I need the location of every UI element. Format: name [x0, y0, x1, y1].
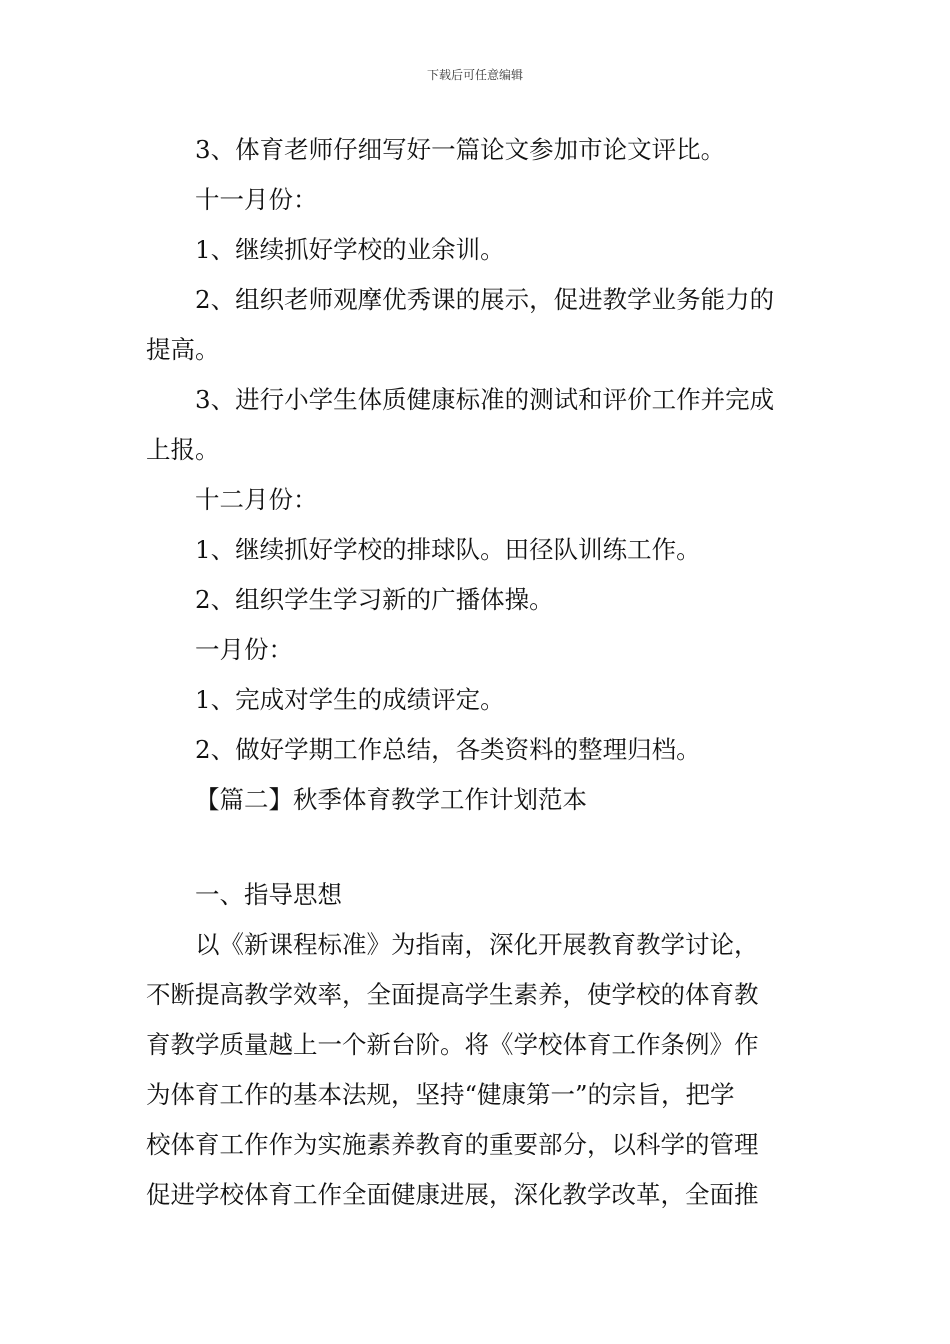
section-heading-december: 十二月份：: [195, 485, 318, 514]
paragraph-line: 促进学校体育工作全面健康进展，深化教学改革，全面推: [146, 1180, 759, 1209]
paragraph-line: 不断提高教学效率，全面提高学生素养，使学校的体育教: [146, 980, 759, 1009]
section-heading-november: 十一月份：: [195, 185, 318, 214]
section-heading-january: 一月份：: [195, 635, 293, 664]
paragraph-line: 以《新课程标准》为指南，深化开展教育教学讨论，: [195, 930, 759, 959]
paragraph-line: 1、完成对学生的成绩评定。: [195, 685, 505, 714]
paragraph-line: 1、继续抓好学校的排球队。田径队训练工作。: [195, 535, 701, 564]
paragraph-line: 校体育工作作为实施素养教育的重要部分，以科学的管理: [146, 1130, 759, 1159]
paragraph-line: 3、体育老师仔细写好一篇论文参加市论文评比。: [195, 135, 726, 164]
paragraph-line: 2、组织学生学习新的广播体操。: [195, 585, 554, 614]
paragraph-line: 1、继续抓好学校的业余训。: [195, 235, 505, 264]
paragraph-line: 2、做好学期工作总结，各类资料的整理归档。: [195, 735, 701, 764]
paragraph-line: 为体育工作的基本法规，坚持“健康第一”的宗旨，把学: [146, 1080, 735, 1109]
page-header-note: 下载后可任意编辑: [426, 68, 523, 82]
paragraph-line: 提高。: [146, 335, 220, 364]
paragraph-line: 3、进行小学生体质健康标准的测试和评价工作并完成: [195, 385, 775, 414]
section-heading-guiding-ideology: 一、指导思想: [195, 880, 342, 909]
article-title: 【篇二】秋季体育教学工作计划范本: [195, 785, 587, 814]
paragraph-line: 育教学质量越上一个新台阶。将《学校体育工作条例》作: [146, 1030, 759, 1059]
paragraph-line: 上报。: [146, 435, 220, 464]
paragraph-line: 2、组织老师观摩优秀课的展示，促进教学业务能力的: [195, 285, 775, 314]
